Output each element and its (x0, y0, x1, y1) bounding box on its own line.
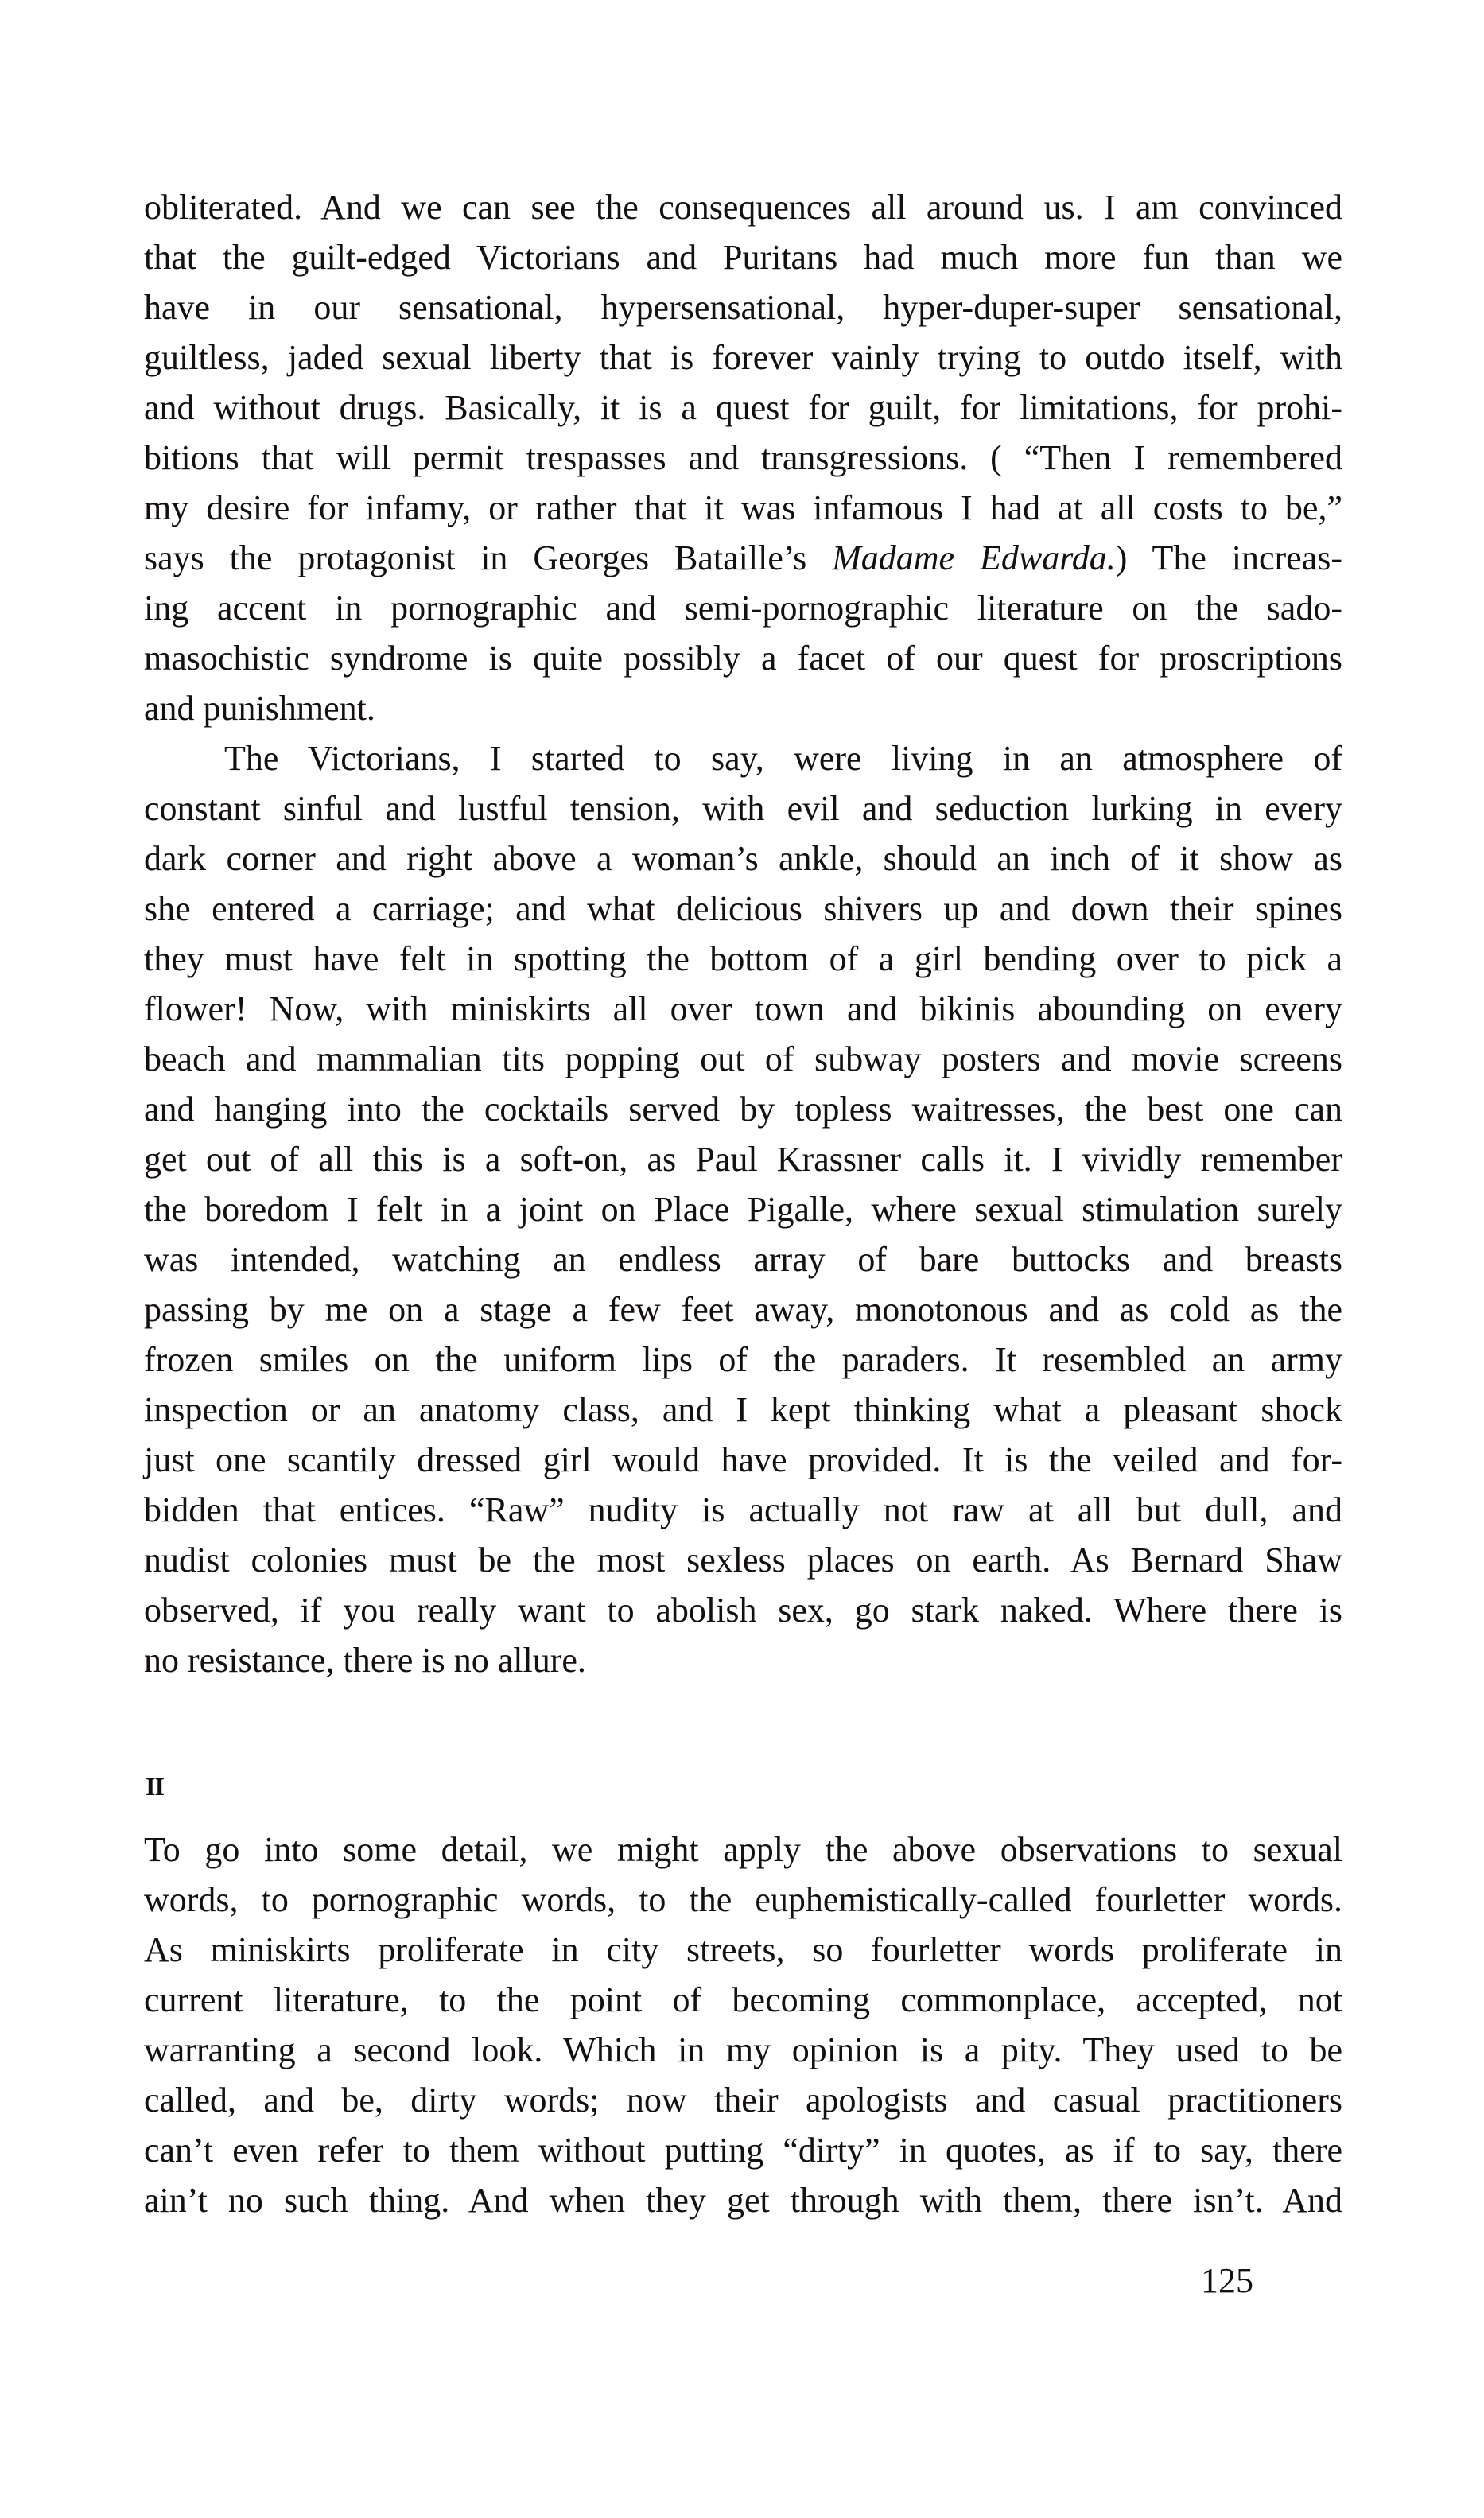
text-line: called, and be, dirty words; now their apologists and casual practitioners (144, 2081, 1342, 2120)
text-line: and punishment. (144, 689, 375, 728)
text-line: masochistic syndrome is quite possibly a facet of our quest for proscriptions (144, 639, 1342, 678)
text-line: just one scantily dressed girl would have provided. It is the veiled and for- (144, 1440, 1342, 1479)
text-line-with-italic-title (144, 533, 1342, 583)
text-line: warranting a second look. Which in my opinion is a pity. They used to be (144, 2030, 1342, 2069)
text-line: she entered a carriage; and what delicious shivers up and down their spines (144, 889, 1342, 928)
text-line: inspection or an anatomy class, and I kept thinking what a pleasant shock (144, 1390, 1342, 1429)
section-1-body (144, 182, 1342, 1685)
text-line: that the guilt-edged Victorians and Puritans had much more fun than we (144, 238, 1342, 277)
text-line: can’t even refer to them without putting “dirty” in quotes, as if to say, there (144, 2131, 1342, 2170)
text-line: was intended, watching an endless array of bare buttocks and breasts (144, 1240, 1342, 1279)
text-line: bitions that will permit trespasses and transgressions. ( “Then I remembered (144, 438, 1342, 477)
text-line: they must have felt in spotting the bottom of a girl bending over to pick a (144, 939, 1342, 978)
text-line: The Victorians, I started to say, were living in an atmosphere of (224, 739, 1342, 778)
text-line: my desire for infamy, or rather that it was infamous I had at all costs to be,” (144, 488, 1342, 527)
paragraph (144, 733, 1342, 1685)
text-line: beach and mammalian tits popping out of subway posters and movie screens (144, 1039, 1342, 1078)
text-line: current literature, to the point of becoming commonplace, accepted, not (144, 1980, 1342, 2019)
book-title-italic: Madame Edwarda. (832, 538, 1116, 577)
text-line: ain’t no such thing. And when they get through with them, there isn’t. And (144, 2181, 1342, 2220)
text-line: get out of all this is a soft-on, as Paul Krassner calls it. I vividly remember (144, 1140, 1342, 1179)
text-line: and without drugs. Basically, it is a quest for guilt, for limitations, for prohi- (144, 388, 1342, 427)
text-line: bidden that entices. “Raw” nudity is actually not raw at all but dull, and (144, 1490, 1342, 1529)
page-number: 125 (1201, 2261, 1253, 2300)
text-line: flower! Now, with miniskirts all over town and bikinis abounding on every (144, 989, 1342, 1028)
text-line: nudist colonies must be the most sexless places on earth. As Bernard Shaw (144, 1541, 1342, 1580)
text-line: guiltless, jaded sexual liberty that is forever vainly trying to outdo itself, with (144, 338, 1342, 377)
text-line: obliterated. And we can see the consequences all around us. I am convinced (144, 188, 1342, 227)
text-line: ing accent in pornographic and semi-pornographic literature on the sado- (144, 589, 1342, 628)
text-line: As miniskirts proliferate in city streets, so fourletter words proliferate in (144, 1930, 1342, 1969)
text-line: passing by me on a stage a few feet away, monotonous and as cold as the (144, 1290, 1342, 1329)
text-line: no resistance, there is no allure. (144, 1641, 586, 1680)
text-run: says the protagonist in Georges Bataille’s (144, 538, 833, 577)
section-2-body (144, 1824, 1342, 2225)
section-heading: II (146, 1772, 164, 1801)
text-line: frozen smiles on the uniform lips of the paraders. It resembled an army (144, 1340, 1342, 1379)
text-line: constant sinful and lustful tension, with evil and seduction lurking in every (144, 789, 1342, 828)
text-line: observed, if you really want to abolish sex, go stark naked. Where there is (144, 1591, 1342, 1630)
text-line: dark corner and right above a woman’s ankle, should an inch of it show as (144, 839, 1342, 878)
text-line: words, to pornographic words, to the euphemistically-called fourletter words. (144, 1880, 1342, 1919)
paragraph (144, 1824, 1342, 2225)
text-run: ) The increas- (1115, 538, 1343, 577)
text-line: and hanging into the cocktails served by topless waitresses, the best one can (144, 1090, 1342, 1129)
text-line: To go into some detail, we might apply the above observations to sexual (144, 1830, 1342, 1869)
paragraph-continuation (144, 182, 1342, 733)
text-line: the boredom I felt in a joint on Place Pigalle, where sexual stimulation surely (144, 1190, 1342, 1229)
text-line: have in our sensational, hypersensational, hyper-duper-super sensational, (144, 288, 1342, 327)
